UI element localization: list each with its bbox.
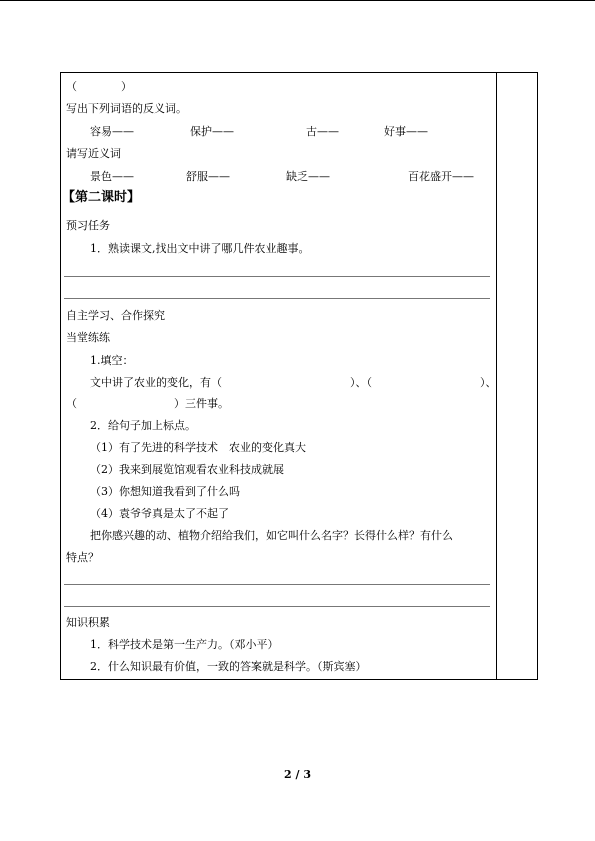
synonym-1: 景色—— <box>90 170 134 183</box>
synonym-title: 请写近义词 <box>66 147 121 160</box>
fill-line1-c: ）、 <box>480 376 497 389</box>
antonym-4: 好事—— <box>384 125 428 138</box>
synonym-3: 缺乏—— <box>286 170 330 183</box>
synonym-2: 舒服—— <box>186 170 230 183</box>
self-study-title: 自主学习、合作探究 <box>66 309 165 322</box>
preview-title: 预习任务 <box>66 219 110 232</box>
lesson2-heading: 【第二课时】 <box>62 190 141 205</box>
antonym-2: 保护—— <box>190 125 234 138</box>
punct-item-4: （4）袁爷爷真是太了不起了 <box>90 507 229 520</box>
antonym-1: 容易—— <box>90 125 134 138</box>
practice-title: 当堂练练 <box>66 331 110 344</box>
fill-title: 1.填空： <box>90 354 134 367</box>
page-number: 2 / 3 <box>284 768 311 781</box>
preview-item-1: 1．熟读课文,找出文中讲了哪几件农业趣事。 <box>90 242 310 255</box>
answer-line <box>64 276 490 277</box>
intro-line-1: 把你感兴趣的动、植物介绍给我们，如它叫什么名字？长得什么样？有什么 <box>90 529 453 542</box>
section-divider <box>64 606 490 607</box>
fill-line2-b: ）三件事。 <box>174 397 229 410</box>
knowledge-item-1: 1．科学技术是第一生产力。（邓小平） <box>90 638 279 651</box>
knowledge-item-2: 2．什么知识最有价值，一致的答案就是科学。（斯宾塞） <box>90 660 367 673</box>
top-rule <box>0 0 595 1</box>
synonym-4: 百花盛开—— <box>408 170 474 183</box>
punct-item-2: （2）我来到展览馆观看农业科技成就展 <box>90 463 284 476</box>
fill-line1-b: ）、（ <box>350 376 372 389</box>
section-divider <box>64 298 490 299</box>
knowledge-title: 知识积累 <box>66 616 110 629</box>
punct-item-3: （3）你想知道我看到了什么吗 <box>90 485 240 498</box>
fill-line2-a: （ <box>66 397 77 410</box>
paren-blank: （ ） <box>66 80 132 93</box>
antonym-title: 写出下列词语的反义词。 <box>66 102 187 115</box>
intro-line-2: 特点？ <box>66 551 99 564</box>
answer-line <box>64 584 490 585</box>
punct-item-1: （1）有了先进的科学技术 农业的变化真大 <box>90 441 306 454</box>
antonym-3: 古—— <box>306 125 339 138</box>
punct-title: 2．给句子加上标点。 <box>90 419 196 432</box>
fill-line1-a: 文中讲了农业的变化，有（ <box>90 376 222 389</box>
